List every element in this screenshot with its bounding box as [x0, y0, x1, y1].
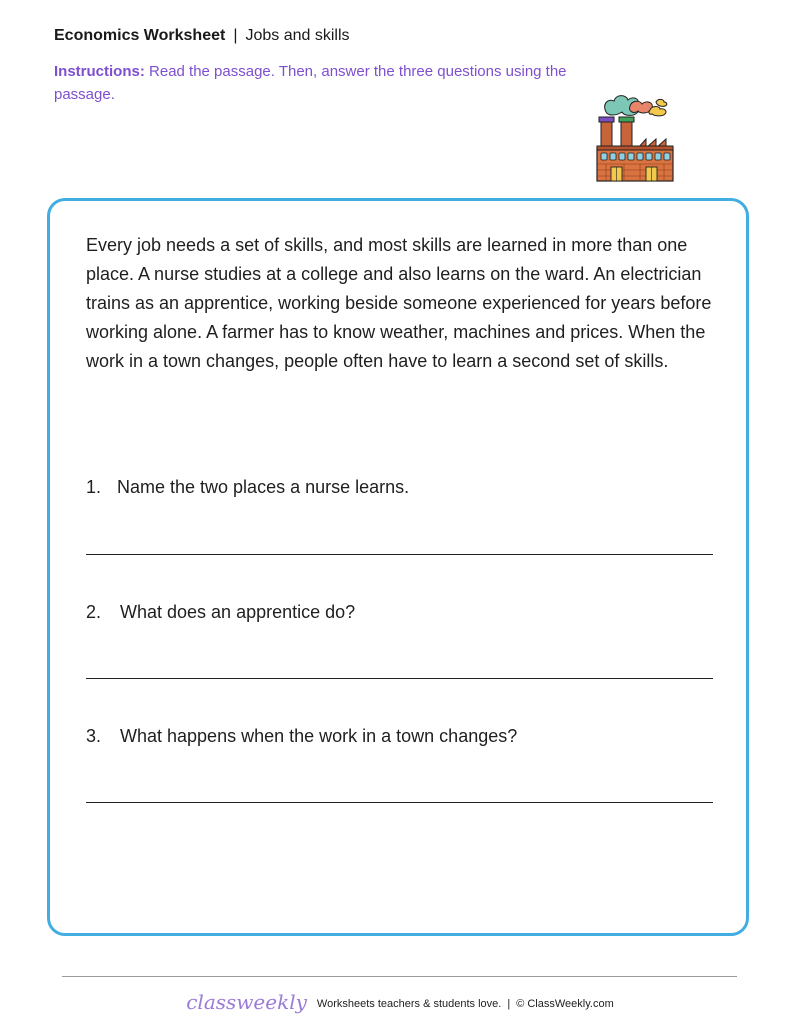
instructions-text: Read the passage. Then, answer the three questions using the passage.: [54, 63, 567, 103]
question-text: Name the two places a nurse learns.: [117, 477, 410, 497]
worksheet-subject: Economics Worksheet: [54, 27, 226, 44]
header-separator: |: [233, 27, 238, 44]
question-number: 2.: [86, 602, 102, 622]
question-text: What happens when the work in a town changes?: [120, 726, 518, 746]
factory-icon: [594, 90, 676, 184]
question-1: [86, 476, 409, 498]
worksheet-header: [54, 27, 350, 45]
question-number: 1.: [86, 477, 102, 497]
footer-copyright: © ClassWeekly.com: [516, 998, 614, 1010]
instructions-label: Instructions:: [54, 63, 145, 80]
footer-separator: |: [507, 998, 511, 1010]
footer-tagline: Worksheets teachers & students love.: [316, 998, 502, 1010]
brand-logo: classweekly: [186, 990, 307, 1014]
footer-divider: [62, 976, 737, 977]
question-text: What does an apprentice do?: [120, 602, 356, 622]
answer-line-1[interactable]: [86, 554, 713, 555]
question-2: [86, 601, 355, 623]
question-number: 3.: [86, 726, 102, 746]
footer: [0, 990, 800, 1014]
instructions: [54, 60, 574, 106]
answer-line-3[interactable]: [86, 802, 713, 803]
reading-passage: Every job needs a set of skills, and most skills are learned in more than one place. A nurse studies at a college and also learns on the ward. An electrician trains as an apprentice, working beside someone experienced for years before working alone. A farmer has to know weather, machines and prices. When the work in a town changes, people often have to learn a second set of skills.: [86, 235, 712, 371]
answer-line-2[interactable]: [86, 678, 713, 679]
question-3: [86, 725, 517, 747]
worksheet-topic: Jobs and skills: [245, 27, 350, 44]
